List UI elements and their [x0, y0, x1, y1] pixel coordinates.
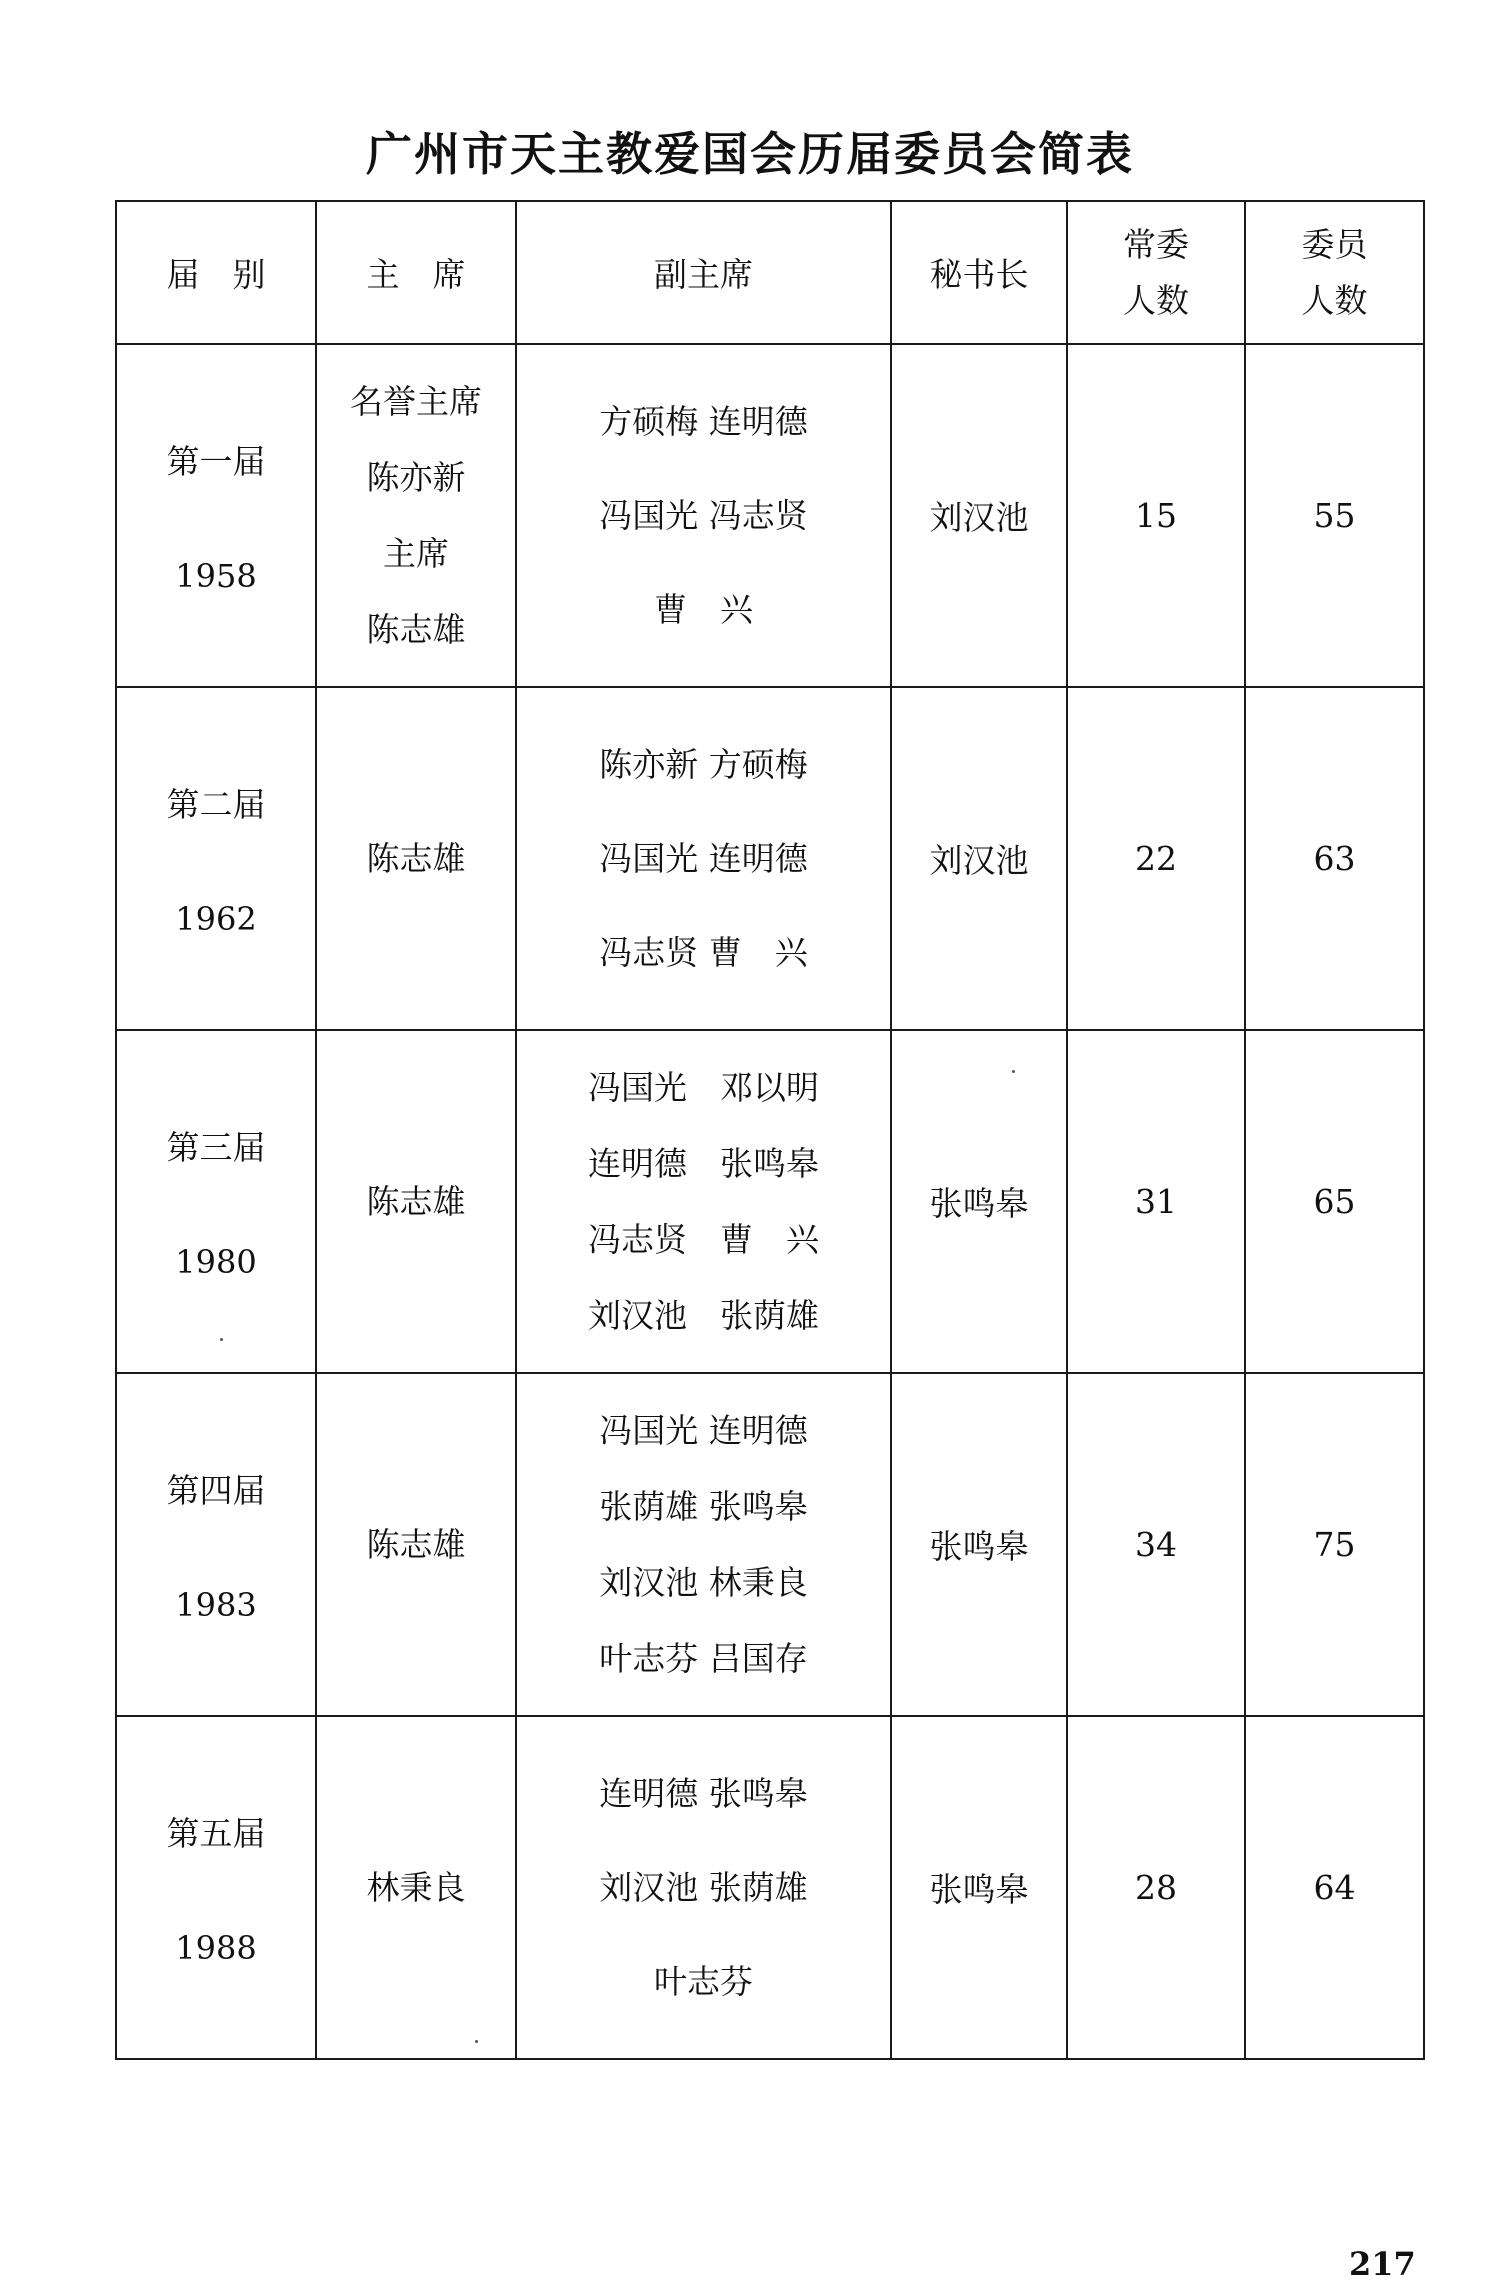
secretary-cell: 张鸣皋 [891, 1716, 1067, 2059]
page-number: 217 [1349, 2245, 1416, 2283]
standing-count-cell: 22 [1067, 687, 1245, 1030]
term-name: 第二届 [166, 785, 266, 824]
term-name: 第四届 [166, 1471, 266, 1510]
vice-chair-line: 张荫雄 张鸣皋 [599, 1486, 808, 1526]
table-row [116, 344, 1424, 687]
vice-chair-line: 连明德 张鸣皋 [599, 1773, 808, 1813]
vice-chair-line: 刘汉池 张荫雄 [599, 1867, 808, 1907]
scan-speck [475, 2040, 478, 2043]
header-member-count [1245, 201, 1424, 344]
vice-chair-line: 叶志芬 吕国存 [599, 1638, 808, 1678]
header-standing-line-2: 人数 [1123, 280, 1189, 320]
chair-line: 陈亦新 [366, 457, 466, 497]
header-members-line-2: 人数 [1301, 280, 1368, 320]
secretary-cell: 张鸣皋 [891, 1373, 1067, 1716]
chair-cell [316, 1373, 516, 1716]
vice-chair-line: 方硕梅 连明德 [599, 401, 808, 441]
vice-chair-line: 冯国光 连明德 [599, 838, 808, 878]
committee-table [115, 200, 1425, 2060]
vice-chair-line: 刘汉池 张荫雄 [588, 1295, 819, 1335]
term-name: 第一届 [166, 442, 266, 481]
header-term: 届 别 [116, 201, 316, 344]
chair-line: 陈志雄 [366, 609, 466, 649]
page-title: 广州市天主教爱国会历届委员会简表 [366, 127, 1134, 181]
chair-line: 陈志雄 [366, 838, 466, 878]
scan-speck [220, 1338, 223, 1341]
vice-chair-line: 陈亦新 方硕梅 [599, 744, 808, 784]
chair-cell [316, 1030, 516, 1373]
vice-chair-line: 刘汉池 林秉良 [599, 1562, 808, 1602]
standing-count-cell: 31 [1067, 1030, 1245, 1373]
secretary-cell: 刘汉池 [891, 687, 1067, 1030]
vice-chair-cell [516, 344, 891, 687]
term-year: 1980 [175, 1243, 257, 1281]
table-row [116, 1030, 1424, 1373]
term-cell [116, 1030, 316, 1373]
standing-count-cell: 15 [1067, 344, 1245, 687]
chair-line: 陈志雄 [366, 1181, 466, 1221]
header-members-line-1: 委员 [1301, 224, 1368, 264]
vice-chair-line: 冯志贤 曹 兴 [588, 1219, 819, 1259]
term-year: 1962 [175, 900, 257, 938]
vice-chair-cell [516, 1030, 891, 1373]
chair-cell [316, 1716, 516, 2059]
vice-chair-line: 冯国光 冯志贤 [599, 495, 808, 535]
chair-line: 主席 [383, 533, 449, 573]
vice-chair-line: 冯志贤 曹 兴 [599, 932, 808, 972]
vice-chair-line: 冯国光 邓以明 [588, 1067, 819, 1107]
member-count-cell: 63 [1245, 687, 1424, 1030]
scan-speck [1012, 1070, 1015, 1073]
header-vice-chair: 副主席 [516, 201, 891, 344]
term-cell [116, 344, 316, 687]
vice-chair-line: 曹 兴 [654, 589, 753, 629]
member-count-cell: 64 [1245, 1716, 1424, 2059]
member-count-cell: 65 [1245, 1030, 1424, 1373]
header-secretary: 秘书长 [891, 201, 1067, 344]
chair-cell [316, 344, 516, 687]
table-row [116, 687, 1424, 1030]
header-standing-count [1067, 201, 1245, 344]
header-chair: 主 席 [316, 201, 516, 344]
vice-chair-cell [516, 1373, 891, 1716]
chair-line: 名誉主席 [350, 381, 482, 421]
term-cell [116, 1716, 316, 2059]
term-cell [116, 687, 316, 1030]
secretary-cell: 张鸣皋 [891, 1030, 1067, 1373]
standing-count-cell: 28 [1067, 1716, 1245, 2059]
header-standing-line-1: 常委 [1123, 224, 1189, 264]
member-count-cell: 75 [1245, 1373, 1424, 1716]
table-row [116, 1373, 1424, 1716]
table-row [116, 1716, 1424, 2059]
term-name: 第三届 [166, 1128, 266, 1167]
vice-chair-line: 冯国光 连明德 [599, 1410, 808, 1450]
vice-chair-cell [516, 1716, 891, 2059]
member-count-cell: 55 [1245, 344, 1424, 687]
vice-chair-line: 连明德 张鸣皋 [588, 1143, 819, 1183]
term-year: 1988 [175, 1929, 257, 1967]
term-cell [116, 1373, 316, 1716]
vice-chair-line: 叶志芬 [654, 1961, 753, 2001]
chair-line: 陈志雄 [366, 1524, 466, 1564]
chair-line: 林秉良 [366, 1867, 466, 1907]
secretary-cell: 刘汉池 [891, 344, 1067, 687]
vice-chair-cell [516, 687, 891, 1030]
table-header-row [116, 201, 1424, 344]
term-name: 第五届 [166, 1814, 266, 1853]
standing-count-cell: 34 [1067, 1373, 1245, 1716]
term-year: 1958 [175, 557, 257, 595]
chair-cell [316, 687, 516, 1030]
term-year: 1983 [175, 1586, 257, 1624]
